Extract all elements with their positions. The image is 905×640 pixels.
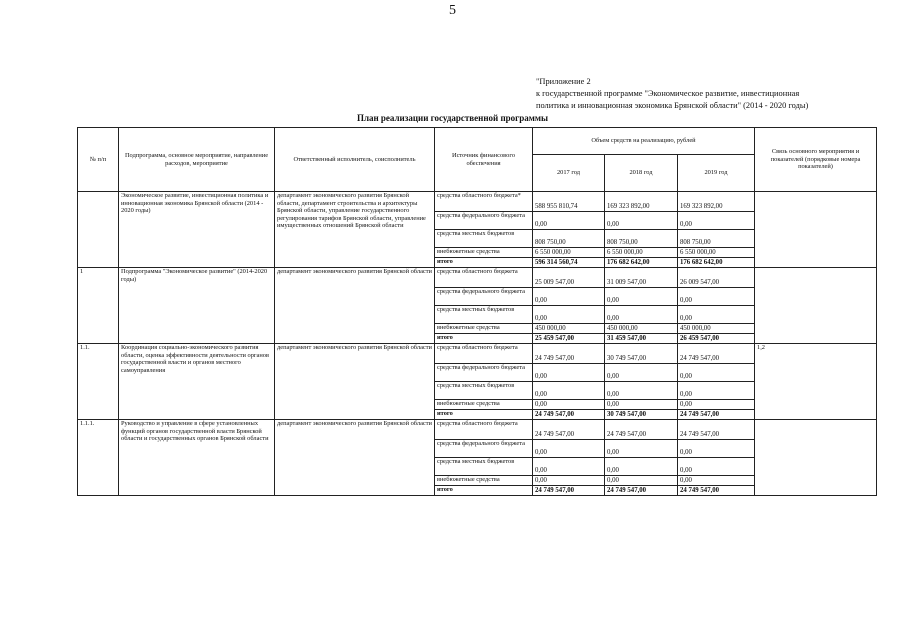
indicator-link [755, 192, 877, 268]
amount-2019: 0,00 [678, 476, 755, 486]
funding-source: средства федерального бюджета [435, 212, 533, 230]
amount-2018: 0,00 [605, 440, 678, 458]
amount-2017: 24 749 547,00 [533, 486, 605, 496]
amount-2017: 588 955 810,74 [533, 192, 605, 212]
amount-2018: 24 749 547,00 [605, 486, 678, 496]
amount-2017: 24 749 547,00 [533, 344, 605, 364]
amount-2018: 31 009 547,00 [605, 268, 678, 288]
row-number [78, 192, 119, 268]
funding-source: средства местных бюджетов [435, 458, 533, 476]
table-row [78, 192, 877, 212]
amount-2018: 808 750,00 [605, 230, 678, 248]
amount-2017: 25 009 547,00 [533, 268, 605, 288]
amount-2019: 6 550 000,00 [678, 248, 755, 258]
amount-2017: 808 750,00 [533, 230, 605, 248]
header-source: Источник финансового обеспечения [435, 128, 533, 192]
amount-2018: 0,00 [605, 458, 678, 476]
funding-source: внебюжетные средства [435, 324, 533, 334]
header-volume: Объем средств на реализацию, рублей [533, 128, 755, 155]
row-number: 1.1.1. [78, 420, 119, 496]
table-row [78, 344, 877, 364]
funding-source: внебюжетные средства [435, 248, 533, 258]
amount-2017: 0,00 [533, 306, 605, 324]
row-number: 1.1. [78, 344, 119, 420]
amount-2019: 0,00 [678, 288, 755, 306]
amount-2018: 176 682 642,00 [605, 258, 678, 268]
amount-2017: 0,00 [533, 212, 605, 230]
funding-source: итого [435, 258, 533, 268]
executor-name: департамент экономического развития Брянской области, департамент строительства и архитектуры Брянской области, управление государственного регулирования тарифов Брянской области, управление имущественных отношений Брянской области [275, 192, 435, 268]
executor-name: департамент экономического развития Брянской области [275, 268, 435, 344]
amount-2017: 0,00 [533, 400, 605, 410]
table-row [78, 268, 877, 288]
amount-2018: 31 459 547,00 [605, 334, 678, 344]
program-name: Экономическое развитие, инвестиционная политика и инновационная экономика Брянской области (2014 - 2020 годы) [119, 192, 275, 268]
page-number: 5 [449, 3, 456, 18]
amount-2019: 0,00 [678, 382, 755, 400]
amount-2019: 0,00 [678, 306, 755, 324]
funding-source: средства областного бюджета [435, 344, 533, 364]
amount-2017: 24 749 547,00 [533, 420, 605, 440]
amount-2018: 24 749 547,00 [605, 420, 678, 440]
row-number: 1 [78, 268, 119, 344]
header-num: № п/п [78, 128, 119, 192]
amount-2019: 26 009 547,00 [678, 268, 755, 288]
amount-2019: 26 459 547,00 [678, 334, 755, 344]
header-year-2019: 2019 год [678, 155, 755, 192]
header-year-2018: 2018 год [605, 155, 678, 192]
header-program: Подпрограмма, основное мероприятие, направление расходов, мероприятие [119, 128, 275, 192]
implementation-plan-table [77, 127, 877, 496]
funding-source: итого [435, 334, 533, 344]
amount-2018: 0,00 [605, 364, 678, 382]
funding-source: средства федерального бюджета [435, 288, 533, 306]
program-name: Координация социально-экономического развития области, оценка эффективности деятельности органов государственной власти и органов местного самоуправления [119, 344, 275, 420]
amount-2019: 24 749 547,00 [678, 486, 755, 496]
amount-2017: 450 000,00 [533, 324, 605, 334]
funding-source: средства местных бюджетов [435, 306, 533, 324]
amount-2017: 596 314 560,74 [533, 258, 605, 268]
amount-2017: 0,00 [533, 382, 605, 400]
amount-2019: 24 749 547,00 [678, 410, 755, 420]
amount-2018: 0,00 [605, 212, 678, 230]
amount-2017: 0,00 [533, 288, 605, 306]
funding-source: средства областного бюджета [435, 420, 533, 440]
header-year-2017: 2017 год [533, 155, 605, 192]
header-link: Связь основного мероприятия и показателей (порядковые номера показателей) [755, 128, 877, 192]
amount-2017: 25 459 547,00 [533, 334, 605, 344]
amount-2018: 30 749 547,00 [605, 410, 678, 420]
amount-2017: 0,00 [533, 364, 605, 382]
program-name: Подпрограмма "Экономическое развитие" (2014-2020 годы) [119, 268, 275, 344]
amount-2019: 169 323 892,00 [678, 192, 755, 212]
amount-2019: 808 750,00 [678, 230, 755, 248]
funding-source: средства федерального бюджета [435, 364, 533, 382]
amount-2017: 0,00 [533, 458, 605, 476]
amount-2018: 0,00 [605, 306, 678, 324]
header-executor: Ответственный исполнитель, соисполнитель [275, 128, 435, 192]
amount-2018: 0,00 [605, 476, 678, 486]
amount-2019: 0,00 [678, 364, 755, 382]
indicator-link: 1,2 [755, 344, 877, 420]
amount-2019: 450 000,00 [678, 324, 755, 334]
amount-2019: 24 749 547,00 [678, 344, 755, 364]
amount-2017: 0,00 [533, 476, 605, 486]
amount-2019: 24 749 547,00 [678, 420, 755, 440]
appendix-line: политика и инновационная экономика Брянской области" (2014 - 2020 годы) [536, 101, 809, 110]
amount-2018: 6 550 000,00 [605, 248, 678, 258]
amount-2019: 176 682 642,00 [678, 258, 755, 268]
amount-2018: 450 000,00 [605, 324, 678, 334]
funding-source: средства областного бюджета [435, 268, 533, 288]
amount-2018: 30 749 547,00 [605, 344, 678, 364]
funding-source: внебюжетные средства [435, 400, 533, 410]
funding-source: средства местных бюджетов [435, 230, 533, 248]
amount-2017: 0,00 [533, 440, 605, 458]
table-row [78, 420, 877, 440]
amount-2018: 169 323 892,00 [605, 192, 678, 212]
funding-source: средства местных бюджетов [435, 382, 533, 400]
program-name: Руководство и управление в сфере установленных функций органов государственной власти Брянской области и государственных органов Брянской области [119, 420, 275, 496]
amount-2019: 0,00 [678, 400, 755, 410]
amount-2017: 24 749 547,00 [533, 410, 605, 420]
executor-name: департамент экономического развития Брянской области [275, 344, 435, 420]
amount-2019: 0,00 [678, 458, 755, 476]
funding-source: итого [435, 486, 533, 496]
executor-name: департамент экономического развития Брянской области [275, 420, 435, 496]
funding-source: итого [435, 410, 533, 420]
indicator-link [755, 420, 877, 496]
amount-2019: 0,00 [678, 440, 755, 458]
amount-2018: 0,00 [605, 288, 678, 306]
amount-2018: 0,00 [605, 400, 678, 410]
amount-2018: 0,00 [605, 382, 678, 400]
amount-2019: 0,00 [678, 212, 755, 230]
appendix-line: "Приложение 2 [536, 77, 591, 86]
amount-2017: 6 550 000,00 [533, 248, 605, 258]
table-body [78, 192, 877, 496]
funding-source: средства федерального бюджета [435, 440, 533, 458]
appendix-line: к государственной программе "Экономическое развитие, инвестиционная [536, 89, 800, 98]
appendix-note [536, 76, 808, 112]
indicator-link [755, 268, 877, 344]
funding-source: внебюжетные средства [435, 476, 533, 486]
document-title: План реализации государственной программы [356, 113, 549, 123]
funding-source: средства областного бюджета* [435, 192, 533, 212]
